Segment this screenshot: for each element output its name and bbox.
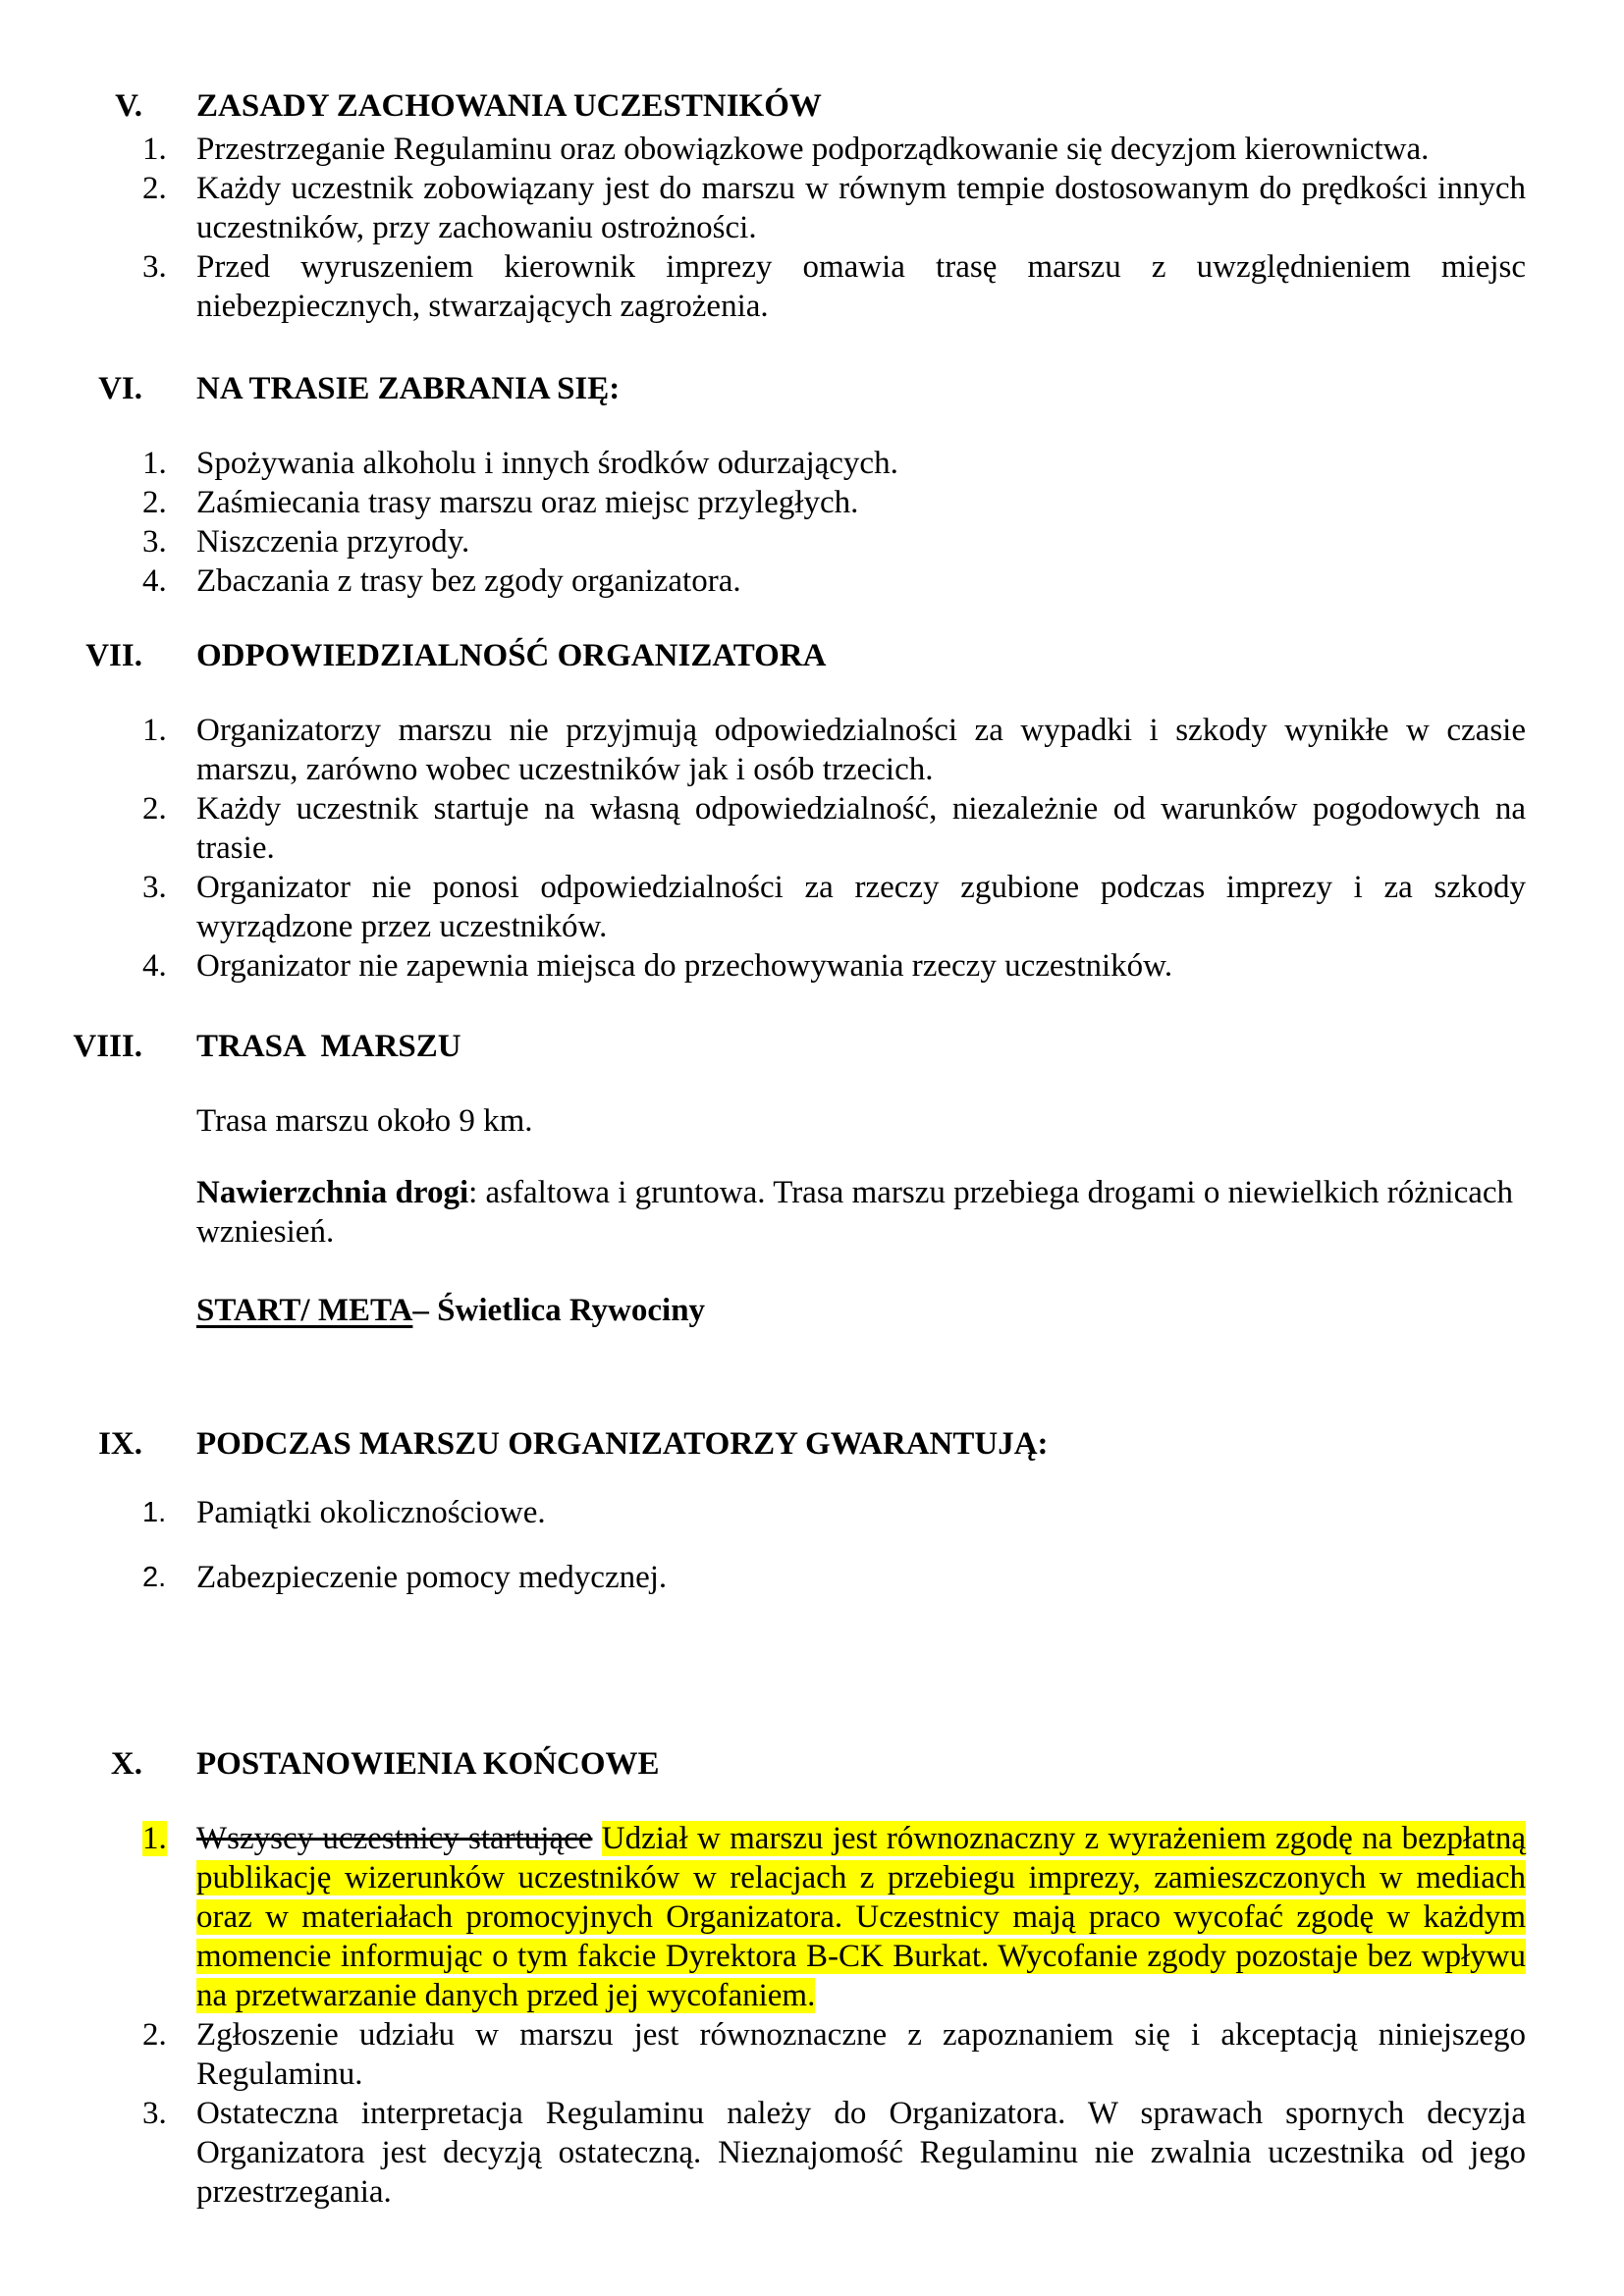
section-trasa-marszu <box>0 1027 1624 1330</box>
list-item <box>0 522 1624 561</box>
section-heading <box>0 1744 1624 1784</box>
numbered-list <box>0 711 1624 986</box>
section-postanowienia-koncowe <box>0 1744 1624 2212</box>
section-zasady-zachowania <box>0 86 1624 326</box>
item-text: Zaśmiecania trasy marszu oraz miejsc przyległych. <box>196 485 859 520</box>
item-number: 2. <box>142 2017 167 2053</box>
item-text: Zgłoszenie udziału w marszu jest równoznaczne z zapoznaniem się i akceptacją niniejszego Regulaminu. <box>196 2017 1526 2092</box>
list-item <box>0 789 1624 868</box>
section-title: ZASADY ZACHOWANIA UCZESTNIKÓW <box>196 88 822 124</box>
item-number: 3. <box>142 870 167 905</box>
section-odpowiedzialnosc-organizatora <box>0 636 1624 986</box>
item-number: 2. <box>142 171 167 206</box>
numbered-list <box>0 1819 1624 2212</box>
section-heading <box>0 636 1624 675</box>
list-item <box>0 247 1624 326</box>
start-meta-label: START/ META <box>196 1293 413 1328</box>
list-item <box>0 1493 1624 1532</box>
section-title: TRASA MARSZU <box>196 1029 461 1064</box>
list-item <box>0 130 1624 169</box>
item-text: Ostateczna interpretacja Regulaminu należy do Organizatora. W sprawach spornych decyzja Organizatora jest decyzją ostateczną. Nieznajomość Regulaminu nie zwalnia uczestnika od jego przestrzegania. <box>196 2096 1526 2210</box>
list-item <box>0 1558 1624 1597</box>
item-number: 1. <box>142 1497 167 1528</box>
item-text: Zbaczania z trasy bez zgody organizatora. <box>196 563 741 599</box>
item-number: 3. <box>142 249 167 285</box>
section-na-trasie-zabrania-sie <box>0 369 1624 601</box>
item-number: 1. <box>142 446 167 481</box>
item-text: Zabezpieczenie pomocy medycznej. <box>196 1560 668 1595</box>
numbered-list <box>0 130 1624 326</box>
highlighted-text: Udział w marszu jest równoznaczny z wyrażeniem zgodę na bezpłatną publikację wizerunków uczestników w relacjach z przebiegu imprezy, zamieszczonych w mediach oraz w materiałach promocyjnych Organizatora. Uczestnicy mają praco wycofać zgodę w każdym momencie informując o tym fakcie Dyrektora B-CK Burkat. Wycofanie zgody pozostaje bez wpływu na przetwarzanie danych przed jej wycofaniem. <box>196 1821 1526 2013</box>
section-heading <box>0 86 1624 126</box>
section-numeral: IX. <box>98 1426 142 1462</box>
section-organizatorzy-gwarantuja <box>0 1424 1624 1597</box>
item-text: Spożywania alkoholu i innych środków odurzających. <box>196 446 898 481</box>
surface-text: : asfaltowa i gruntowa. Trasa marszu przebiega drogami o niewielkich różnicach wzniesień. <box>196 1175 1514 1250</box>
item-text: Przed wyruszeniem kierownik imprezy omawia trasę marszu z uwzględnieniem miejsc niebezpiecznych, stwarzających zagrożenia. <box>196 249 1526 324</box>
surface-label: Nawierzchnia drogi <box>196 1175 469 1210</box>
struck-text: Wszyscy uczestnicy startujące <box>196 1821 593 1856</box>
section-numeral: VI. <box>98 371 142 406</box>
section-title: POSTANOWIENIA KOŃCOWE <box>196 1746 660 1782</box>
list-item <box>0 711 1624 789</box>
item-text: Organizator nie ponosi odpowiedzialności za rzeczy zgubione podczas imprezy i za szkody wyrządzone przez uczestników. <box>196 870 1526 944</box>
item-text: Organizator nie zapewnia miejsca do przechowywania rzeczy uczestników. <box>196 948 1173 984</box>
section-title: NA TRASIE ZABRANIA SIĘ: <box>196 371 621 406</box>
item-number: 2. <box>142 1562 167 1593</box>
item-text <box>196 1819 1526 2015</box>
highlighted-item-number: 1. <box>142 1821 167 1856</box>
section-numeral: VIII. <box>73 1029 142 1064</box>
item-text: Każdy uczestnik zobowiązany jest do marszu w równym tempie dostosowanym do prędkości innych uczestników, przy zachowaniu ostrożności. <box>196 171 1526 245</box>
section-title: ODPOWIEDZIALNOŚĆ ORGANIZATORA <box>196 638 827 673</box>
list-item-highlighted <box>0 1819 1624 2015</box>
surface-paragraph <box>196 1173 1624 1252</box>
section-heading <box>0 1424 1624 1464</box>
item-text: Każdy uczestnik startuje na własną odpowiedzialność, niezależnie od warunków pogodowych na trasie. <box>196 791 1526 866</box>
item-number: 3. <box>142 2096 167 2131</box>
item-number: 2. <box>142 485 167 520</box>
item-text: Organizatorzy marszu nie przyjmują odpowiedzialności za wypadki i szkody wynikłe w czasie marszu, zarówno wobec uczestników jak i osób trzecich. <box>196 713 1526 787</box>
section-numeral: X. <box>110 1746 142 1782</box>
item-number: 2. <box>142 791 167 827</box>
section-heading <box>0 1027 1624 1066</box>
plain-gap <box>592 1821 601 1856</box>
list-item <box>0 483 1624 522</box>
item-number: 4. <box>142 948 167 984</box>
list-item <box>0 2094 1624 2212</box>
list-item <box>0 946 1624 986</box>
list-item <box>0 868 1624 946</box>
numbered-list <box>0 1493 1624 1597</box>
item-number <box>142 1819 196 2015</box>
list-item <box>0 444 1624 483</box>
item-text: Przestrzeganie Regulaminu oraz obowiązkowe podporządkowanie się decyzjom kierownictwa. <box>196 132 1430 167</box>
item-text: Pamiątki okolicznościowe. <box>196 1495 546 1530</box>
section-numeral: V. <box>115 88 142 124</box>
list-item <box>0 561 1624 601</box>
numbered-list <box>0 444 1624 601</box>
list-item <box>0 169 1624 247</box>
item-number: 1. <box>142 132 167 167</box>
section-heading <box>0 369 1624 408</box>
item-number: 3. <box>142 524 167 560</box>
start-meta-text: – Świetlica Rywociny <box>412 1293 706 1328</box>
list-item <box>0 2015 1624 2094</box>
item-number: 4. <box>142 563 167 599</box>
section-title: PODCZAS MARSZU ORGANIZATORZY GWARANTUJĄ: <box>196 1426 1049 1462</box>
start-meta-paragraph <box>196 1291 1624 1330</box>
item-text: Niszczenia przyrody. <box>196 524 470 560</box>
route-length-paragraph: Trasa marszu około 9 km. <box>196 1103 533 1139</box>
item-number: 1. <box>142 713 167 748</box>
section-numeral: VII. <box>85 638 142 673</box>
